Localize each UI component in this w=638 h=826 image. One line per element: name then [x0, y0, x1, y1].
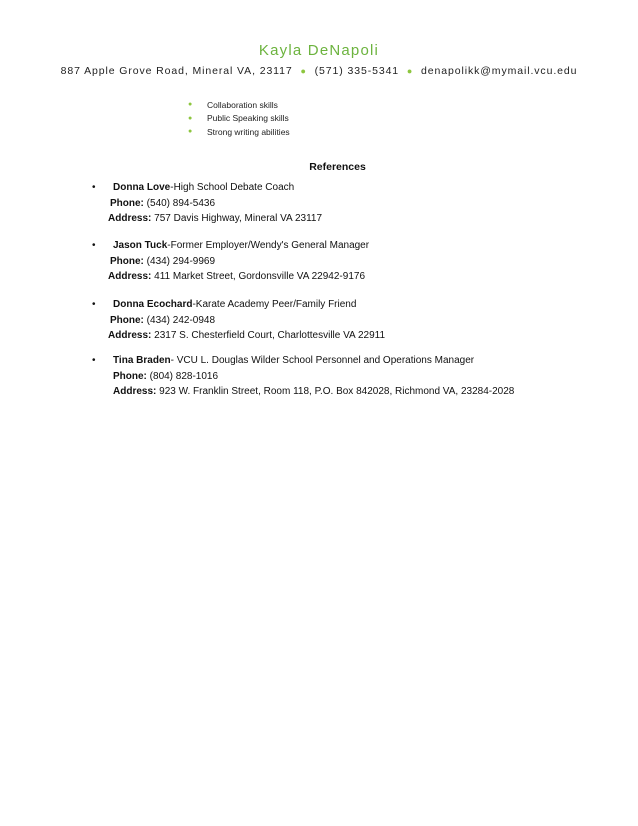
skill-text: Public Speaking skills [207, 113, 289, 124]
list-item [188, 98, 290, 112]
address-label: Address: [113, 386, 157, 397]
reference-address-line [92, 328, 385, 344]
reference-phone: (540) 894-5436 [146, 197, 216, 209]
reference-title: -High School Debate Coach [170, 182, 295, 193]
address-label: Address: [108, 213, 152, 224]
contact-phone: (571) 335-5341 [314, 65, 400, 77]
bullet-icon: • [92, 299, 96, 310]
phone-label: Phone: [110, 255, 144, 267]
reference-entry [92, 353, 514, 400]
reference-address: 923 W. Franklin Street, Room 118, P.O. Box 842028, Richmond VA, 23284-2028 [159, 386, 515, 397]
reference-address: 757 Davis Highway, Mineral VA 23117 [154, 213, 323, 224]
list-item [188, 112, 290, 126]
address-label: Address: [108, 330, 152, 341]
reference-name: Donna Ecochard [113, 299, 193, 310]
bullet-icon: • [92, 182, 96, 193]
resume-name: Kayla DeNapoli [258, 42, 380, 59]
bullet-dot-icon: ● [188, 128, 193, 136]
reference-name-line [92, 297, 385, 313]
reference-title: - VCU L. Douglas Wilder School Personnel and Operations Manager [170, 355, 475, 366]
reference-phone-line [92, 313, 385, 329]
phone-label: Phone: [110, 314, 144, 326]
skill-text: Collaboration skills [207, 99, 278, 110]
reference-address-line [92, 384, 514, 400]
skill-text: Strong writing abilities [207, 126, 290, 137]
reference-name-line [92, 180, 322, 196]
reference-phone: (434) 294-9969 [146, 255, 216, 267]
reference-phone: (804) 828-1016 [149, 370, 219, 382]
contact-email: denapolikk@mymail.vcu.edu [421, 65, 578, 77]
separator-dot-icon: ● [406, 66, 414, 76]
phone-label: Phone: [113, 370, 147, 382]
bullet-dot-icon: ● [188, 101, 193, 109]
reference-phone-line [92, 196, 322, 212]
bullet-icon: • [92, 355, 96, 366]
contact-address: 887 Apple Grove Road, Mineral VA, 23117 [60, 65, 293, 77]
references-heading [0, 161, 638, 173]
skills-list [188, 98, 290, 139]
phone-label: Phone: [110, 197, 144, 209]
reference-phone-line [92, 254, 369, 270]
list-item [188, 125, 290, 139]
reference-name: Donna Love [113, 182, 171, 193]
reference-name-line [92, 353, 514, 369]
separator-dot-icon: ● [300, 66, 307, 76]
address-label: Address: [108, 271, 152, 282]
reference-phone-line [92, 369, 514, 385]
reference-address: 2317 S. Chesterfield Court, Charlottesville VA 22911 [154, 330, 386, 341]
reference-name: Tina Braden [113, 355, 171, 366]
contact-line [0, 65, 638, 77]
reference-entry [92, 297, 385, 344]
reference-title: -Former Employer/Wendy's General Manager [167, 240, 370, 251]
reference-name: Jason Tuck [113, 240, 168, 251]
reference-entry [92, 180, 322, 227]
reference-address-line [92, 269, 369, 285]
reference-address: 411 Market Street, Gordonsville VA 22942-9176 [154, 271, 366, 282]
bullet-dot-icon: ● [188, 114, 193, 122]
reference-title: -Karate Academy Peer/Family Friend [192, 299, 357, 310]
reference-address-line [92, 211, 322, 227]
references-heading-text: References [309, 161, 366, 173]
reference-name-line [92, 238, 369, 254]
reference-phone: (434) 242-0948 [146, 314, 216, 326]
bullet-icon: • [92, 240, 96, 251]
reference-entry [92, 238, 369, 285]
